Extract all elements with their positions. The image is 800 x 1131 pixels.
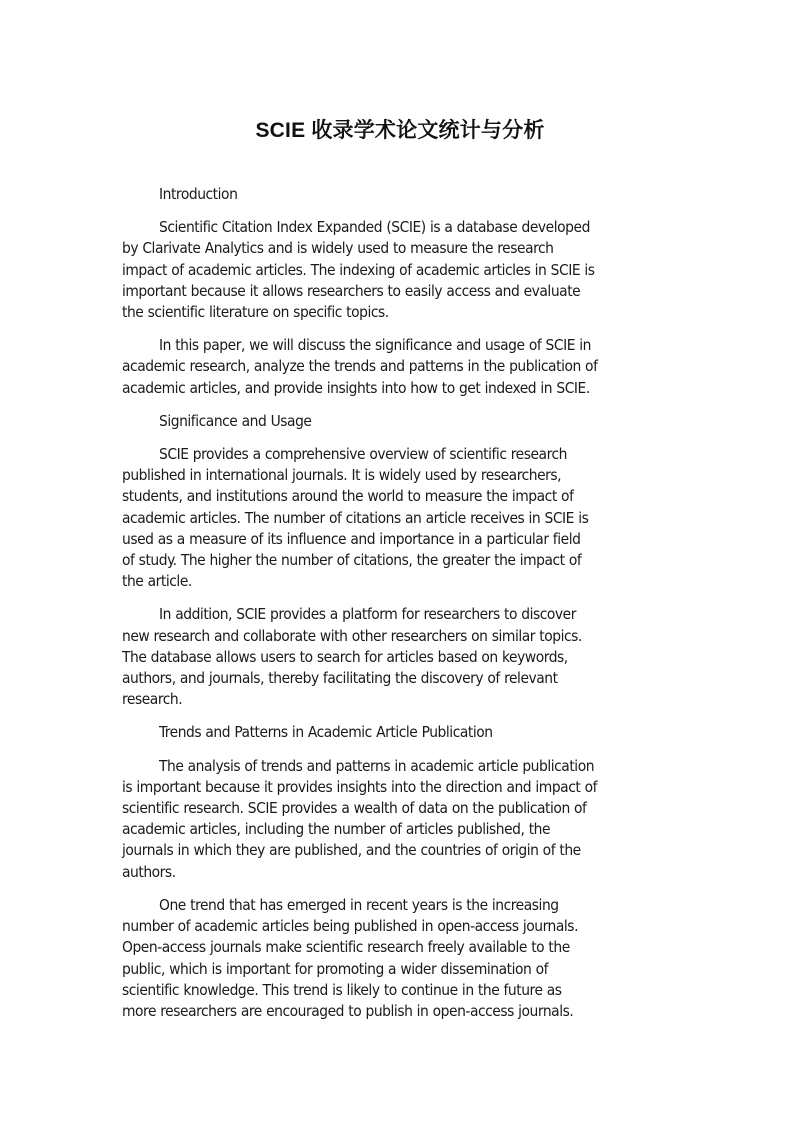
paragraph-line: used as a measure of its influence and importance in a particular field: [122, 529, 581, 548]
document-title: SCIE 收录学术论文统计与分析: [255, 119, 545, 142]
document-body: [122, 184, 682, 1034]
paragraph-line: academic research, analyze the trends and patterns in the publication of: [122, 357, 598, 376]
paragraph-line: important because it allows researchers to easily access and evaluate: [122, 281, 581, 300]
paragraph-line: journals in which they are published, and the countries of origin of the: [122, 841, 581, 860]
paragraph-line: SCIE provides a comprehensive overview of scientific research: [159, 445, 567, 464]
section-heading: [122, 722, 682, 743]
body-paragraph: [122, 756, 682, 883]
section-heading: [122, 184, 682, 205]
body-paragraph: [122, 895, 682, 1022]
body-paragraph: [122, 604, 682, 710]
paragraph-line: academic articles, and provide insights into how to get indexed in SCIE.: [122, 378, 590, 397]
paragraph-line: Open-access journals make scientific research freely available to the: [122, 938, 570, 957]
paragraph-line: students, and institutions around the world to measure the impact of: [122, 487, 574, 506]
paragraph-line: the scientific literature on specific topics.: [122, 303, 389, 322]
paragraph-line: In this paper, we will discuss the significance and usage of SCIE in: [159, 336, 591, 355]
paragraph-line: of study. The higher the number of citations, the greater the impact of: [122, 551, 582, 570]
paragraph-line: number of academic articles being published in open-access journals.: [122, 917, 579, 936]
paragraph-line: authors, and journals, thereby facilitating the discovery of relevant: [122, 669, 558, 688]
paragraph-line: academic articles. The number of citations an article receives in SCIE is: [122, 508, 589, 527]
section-heading: [122, 411, 682, 432]
paragraph-line: authors.: [122, 862, 176, 881]
paragraph-line: The analysis of trends and patterns in academic article publication: [159, 756, 595, 775]
paragraph-line: public, which is important for promoting a wider dissemination of: [122, 959, 549, 978]
paragraph-line: published in international journals. It is widely used by researchers,: [122, 466, 562, 485]
paragraph-line: research.: [122, 690, 183, 709]
heading-text: Introduction: [159, 185, 238, 203]
heading-text: Trends and Patterns in Academic Article Publication: [159, 723, 493, 742]
paragraph-line: more researchers are encouraged to publish in open-access journals.: [122, 1001, 574, 1020]
paragraph-line: The database allows users to search for articles based on keywords,: [122, 647, 568, 666]
heading-text: Significance and Usage: [159, 411, 312, 430]
paragraph-line: In addition, SCIE provides a platform for researchers to discover: [159, 605, 576, 624]
paragraph-line: the article.: [122, 572, 192, 591]
body-paragraph: [122, 335, 682, 399]
body-paragraph: [122, 444, 682, 592]
paragraph-line: academic articles, including the number of articles published, the: [122, 820, 551, 839]
paragraph-line: scientific research. SCIE provides a wealth of data on the publication of: [122, 799, 587, 818]
paragraph-line: impact of academic articles. The indexing of academic articles in SCIE is: [122, 260, 595, 279]
paragraph-line: scientific knowledge. This trend is likely to continue in the future as: [122, 980, 562, 999]
paragraph-line: by Clarivate Analytics and is widely used to measure the research: [122, 239, 554, 258]
paragraph-line: One trend that has emerged in recent years is the increasing: [159, 895, 559, 914]
body-paragraph: [122, 217, 682, 323]
paragraph-line: is important because it provides insights into the direction and impact of: [122, 777, 598, 796]
paragraph-line: Scientific Citation Index Expanded (SCIE) is a database developed: [159, 218, 590, 237]
paragraph-line: new research and collaborate with other researchers on similar topics.: [122, 626, 582, 645]
